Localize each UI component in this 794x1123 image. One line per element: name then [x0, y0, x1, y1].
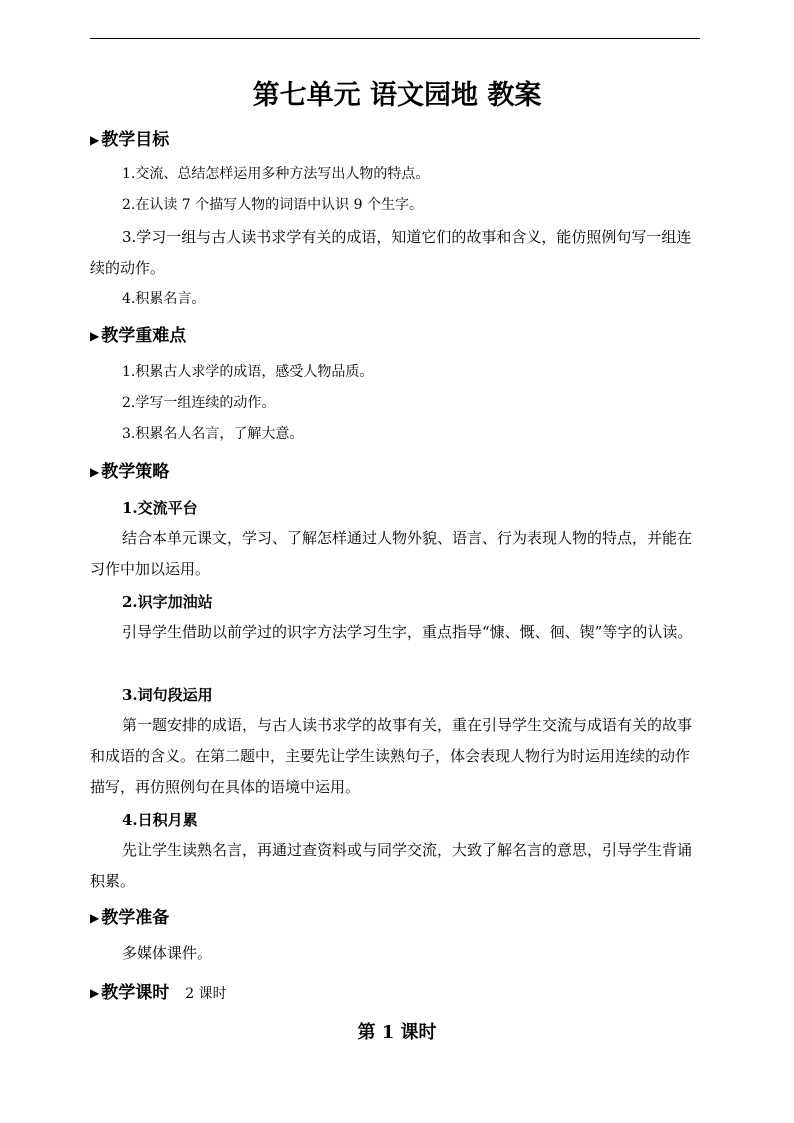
lesson-heading: 第 1 课时 [357, 1022, 437, 1043]
section-heading-text: 教学目标 [101, 130, 170, 150]
goal-item-1: 1.交流、总结怎样运用多种方法写出人物的特点。 [122, 166, 430, 182]
triangle-marker-icon: ▶ [90, 986, 100, 1000]
section-heading-text: 教学准备 [101, 908, 170, 928]
section-heading-text: 教学课时 [101, 983, 170, 1003]
key-point-item-3: 3.积累名人名言，了解大意。 [122, 426, 304, 442]
goal-item-4: 4.积累名言。 [122, 291, 206, 307]
key-point-item-1: 1.积累古人求学的成语，感受人物品质。 [122, 364, 374, 380]
triangle-marker-icon: ▶ [90, 133, 100, 147]
strategy-paragraph-1: 结合本单元课文，学习、了解怎样通过人物外貌、语言、行为表现人物的特点，并能在习作中加以运用。 [90, 529, 693, 578]
triangle-marker-icon: ▶ [90, 465, 100, 479]
strategy-subheading-1: 1.交流平台 [122, 499, 198, 517]
strategy-paragraph-4: 先让学生读熟名言，再通过查资料或与同学交流，大致了解名言的意思，引导学生背诵积累。 [90, 841, 693, 890]
strategy-subheading-4: 4.日积月累 [122, 811, 198, 829]
document-title: 第七单元 语文园地 教案 [252, 80, 542, 111]
header-rule [90, 38, 700, 39]
strategy-paragraph-2: 引导学生借助以前学过的识字方法学习生字，重点指导“慷、慨、徊、锲”等字的认读。 [122, 623, 693, 641]
strategy-subheading-2: 2.识字加油站 [122, 593, 213, 611]
goal-item-2: 2.在认读 7 个描写人物的词语中认识 9 个生字。 [122, 197, 423, 213]
triangle-marker-icon: ▶ [90, 329, 100, 343]
strategy-paragraph-3: 第一题安排的成语，与古人读书求学的故事有关，重在引导学生交流与成语有关的故事和成语的含义。在第二题中，主要先让学生读熟句子，体会表现人物行为时运用连续的动作描写，再仿照例句在具体的语境中运用。 [90, 716, 693, 796]
key-point-item-2: 2.学写一组连续的动作。 [122, 395, 276, 411]
hours-value: 2 课时 [185, 986, 227, 1002]
section-heading-strategy [90, 460, 169, 484]
section-heading-text: 教学策略 [101, 462, 170, 482]
preparation-text: 多媒体课件。 [122, 944, 213, 962]
section-heading-key-points [90, 324, 186, 348]
goal-item-3: 3.学习一组与古人读书求学有关的成语，知道它们的故事和含义，能仿照例句写一组连续的动作。 [90, 228, 692, 277]
section-heading-preparation [90, 906, 169, 930]
section-heading-goals [90, 128, 169, 152]
triangle-marker-icon: ▶ [90, 911, 100, 925]
section-heading-hours [90, 981, 227, 1006]
section-heading-text: 教学重难点 [101, 326, 187, 346]
strategy-subheading-3: 3.词句段运用 [122, 686, 213, 704]
